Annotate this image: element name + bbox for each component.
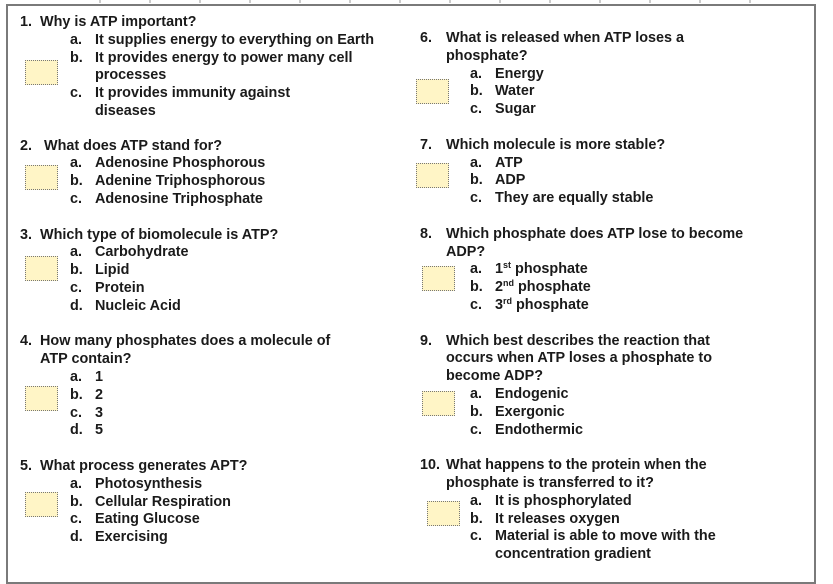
option-b: b. It provides energy to power many cell processes — [70, 49, 353, 84]
question-number: 3. — [20, 226, 33, 243]
option-b: b. Water — [470, 83, 535, 100]
right-column — [420, 30, 800, 582]
answer-box[interactable] — [422, 391, 455, 416]
question-text: Which best describes the reaction that occurs when ATP loses a phosphate to become ADP? — [446, 332, 713, 385]
option-a: a. It supplies energy to everything on Earth — [70, 31, 375, 48]
question-text: What process generates APT? — [40, 457, 248, 474]
option-c: c. Eating Glucose — [70, 511, 200, 528]
option-a: a. Endogenic — [470, 385, 569, 402]
option-b: b. Lipid — [70, 262, 130, 279]
option-b: b. 2 — [70, 386, 104, 403]
left-column — [20, 14, 400, 565]
option-c: c. Protein — [70, 279, 145, 296]
option-b: b. Adenine Triphosphorous — [70, 173, 266, 190]
option-d: d. Nucleic Acid — [70, 297, 181, 314]
question-9 — [420, 333, 800, 440]
answer-box[interactable] — [422, 266, 455, 291]
option-a: a. Carbohydrate — [70, 244, 189, 261]
question-6 — [420, 30, 800, 119]
option-c: c. They are equally stable — [470, 190, 654, 207]
question-8 — [420, 226, 800, 315]
answer-box[interactable] — [416, 79, 449, 104]
question-number: 2. — [20, 137, 33, 154]
option-a: a. ATP — [470, 154, 523, 171]
answer-box[interactable] — [25, 256, 58, 281]
question-number: 9. — [420, 332, 433, 349]
option-c: c. Sugar — [470, 101, 536, 118]
question-3 — [20, 227, 400, 316]
option-a: a. 1 — [70, 368, 104, 385]
question-1 — [20, 14, 400, 121]
question-text: Which phosphate does ATP lose to become ADP? — [446, 225, 744, 260]
question-number: 5. — [20, 457, 33, 474]
answer-box[interactable] — [25, 165, 58, 190]
answer-box[interactable] — [25, 492, 58, 517]
option-c: c. 3rd phosphate — [470, 295, 589, 313]
question-text: Which type of biomolecule is ATP? — [40, 226, 279, 243]
question-number: 8. — [420, 225, 433, 242]
option-a: a. Photosynthesis — [70, 475, 203, 492]
option-b: b. ADP — [470, 172, 526, 189]
question-number: 1. — [20, 14, 33, 30]
option-c: c. Endothermic — [470, 421, 583, 438]
question-text: Why is ATP important? — [40, 14, 197, 30]
question-number: 4. — [20, 333, 33, 350]
answer-box[interactable] — [427, 501, 460, 526]
option-a: a. Adenosine Phosphorous — [70, 155, 266, 172]
question-text: Which molecule is more stable? — [446, 136, 666, 153]
question-text: What does ATP stand for? — [44, 137, 223, 154]
question-text: What is released when ATP loses a phosphate? — [446, 30, 685, 64]
answer-box[interactable] — [416, 163, 449, 188]
option-c: c. It provides immunity against diseases — [70, 85, 291, 119]
option-d: d. 5 — [70, 422, 104, 439]
question-2 — [20, 138, 400, 209]
question-number: 6. — [420, 30, 433, 46]
option-a: a. It is phosphorylated — [470, 492, 632, 509]
answer-box[interactable] — [25, 60, 58, 85]
option-c: c. Material is able to move with the concentration gradient — [470, 528, 716, 563]
question-number: 10. — [420, 457, 441, 474]
option-b: b. Exergonic — [470, 403, 565, 420]
question-4 — [20, 333, 400, 440]
option-c: c. Adenosine Triphosphate — [70, 190, 263, 207]
option-b: b. It releases oxygen — [470, 510, 620, 527]
option-b: b. Cellular Respiration — [70, 493, 231, 510]
option-a: a. 1st phosphate — [470, 260, 588, 278]
answer-box[interactable] — [25, 386, 58, 411]
option-d: d. Exercising — [70, 529, 168, 546]
option-b: b. 2nd phosphate — [470, 278, 591, 296]
question-text: How many phosphates does a molecule of ATP contain? — [40, 333, 331, 368]
option-a: a. Energy — [470, 65, 544, 82]
question-10 — [420, 457, 800, 564]
question-text: What happens to the protein when the phosphate is transferred to it? — [446, 457, 707, 491]
question-7 — [420, 137, 800, 208]
question-number: 7. — [420, 136, 433, 153]
question-5 — [20, 458, 400, 547]
option-c: c. 3 — [70, 404, 104, 421]
